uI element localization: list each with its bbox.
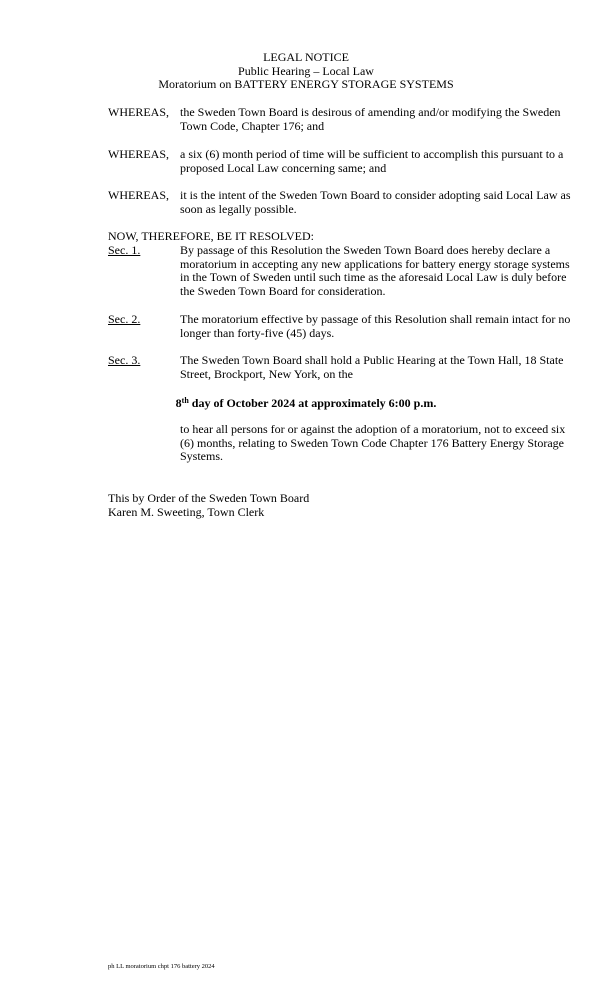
hearing-day: 8 — [175, 396, 182, 410]
whereas-label: WHEREAS, — [108, 188, 169, 202]
notice-subtitle: Public Hearing – Local Law — [238, 63, 374, 78]
clause-line: soon as legally possible. — [180, 201, 297, 216]
section-label: Sec. 2. — [108, 312, 141, 326]
closing-signature — [108, 492, 309, 519]
section-line: in the Town of Sweden until such time as the aforesaid Local Law is duly before — [180, 270, 567, 285]
notice-title: LEGAL NOTICE — [263, 50, 349, 64]
section-line: (6) months, relating to Sweden Town Code Chapter 176 Battery Energy Storage — [180, 435, 564, 450]
section-line: The Sweden Town Board shall hold a Public Hearing at the Town Hall, 18 State — [180, 353, 564, 367]
clerk-name: Karen M. Sweeting, Town Clerk — [108, 504, 265, 519]
resolved-heading: NOW, THEREFORE, BE IT RESOLVED: — [108, 229, 315, 243]
notice-header — [0, 51, 612, 92]
section-line: By passage of this Resolution the Sweden Town Board does hereby declare a — [180, 243, 551, 257]
hearing-day-suffix: th — [181, 396, 189, 405]
document-footer: ph LL moratorium chpt 176 battery 2024 — [108, 963, 215, 970]
section-line: Systems. — [180, 449, 224, 464]
hearing-date — [0, 397, 612, 411]
section-line: to hear all persons for or against the adoption of a moratorium, not to exceed six — [180, 422, 566, 436]
clause-line: a six (6) month period of time will be sufficient to accomplish this pursuant to a — [180, 147, 564, 161]
hearing-date-rest: day of October 2024 at approximately 6:00 p.m. — [188, 396, 437, 410]
section-line: moratorium in accepting any new applications for battery energy storage systems — [180, 256, 570, 271]
section-line: The moratorium effective by passage of this Resolution shall remain intact for no — [180, 312, 571, 326]
notice-topic: Moratorium on BATTERY ENERGY STORAGE SYSTEMS — [158, 77, 454, 92]
section-label: Sec. 3. — [108, 353, 141, 367]
section-label: Sec. 1. — [108, 243, 141, 257]
clause-line: it is the intent of the Sweden Town Board to consider adopting said Local Law as — [180, 188, 571, 202]
whereas-label: WHEREAS, — [108, 105, 169, 119]
section-line: Street, Brockport, New York, on the — [180, 366, 353, 381]
whereas-label: WHEREAS, — [108, 147, 169, 161]
section-line: longer than forty-five (45) days. — [180, 325, 335, 340]
clause-line: Town Code, Chapter 176; and — [180, 118, 325, 133]
clause-line: the Sweden Town Board is desirous of amending and/or modifying the Sweden — [180, 105, 561, 119]
clause-line: proposed Local Law concerning same; and — [180, 160, 387, 175]
closing-order-line: This by Order of the Sweden Town Board — [108, 491, 310, 505]
section-line: the Sweden Town Board for consideration. — [180, 283, 386, 298]
